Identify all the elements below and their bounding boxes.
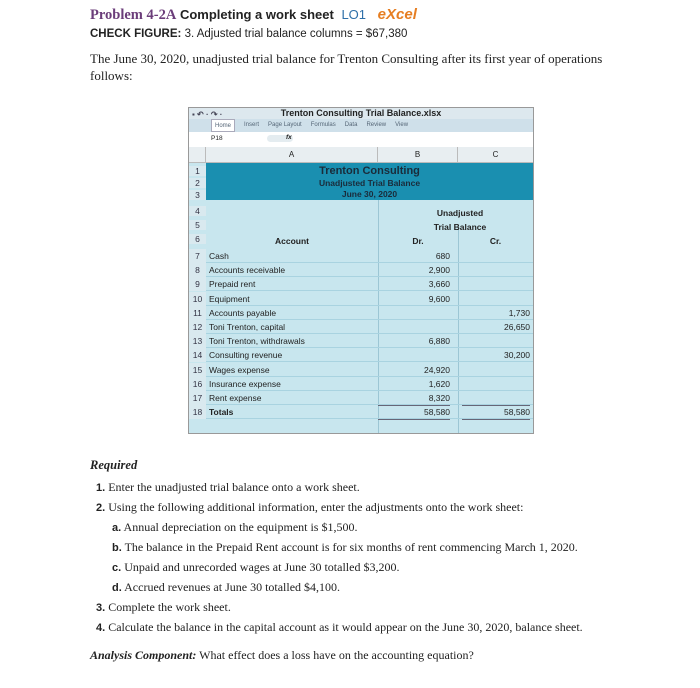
ribbon-tabs bbox=[189, 119, 533, 132]
table-row bbox=[206, 363, 533, 377]
table-row bbox=[206, 320, 533, 334]
account-name: Accounts payable bbox=[209, 307, 277, 318]
check-label: CHECK FIGURE: bbox=[90, 28, 182, 40]
formula-bar bbox=[189, 132, 533, 148]
debit-value: 680 bbox=[435, 251, 450, 261]
table-row bbox=[206, 348, 533, 362]
ribbon-tab: Page Layout bbox=[268, 122, 302, 128]
required-item bbox=[112, 520, 357, 535]
account-name: Totals bbox=[209, 407, 234, 418]
account-header: Account bbox=[275, 236, 309, 246]
item-number: c. bbox=[112, 562, 122, 574]
account-name: Equipment bbox=[209, 293, 250, 304]
quick-access-icon: ▪ ↶ · ↷ · bbox=[192, 110, 223, 119]
row-number: 6 bbox=[189, 234, 206, 244]
debit-value: 1,620 bbox=[428, 378, 450, 389]
item-number: 1. bbox=[96, 482, 106, 494]
filename: Trenton Consulting Trial Balance.xlsx bbox=[280, 108, 442, 118]
item-number: a. bbox=[112, 522, 122, 534]
item-number: 4. bbox=[96, 622, 106, 634]
required-item bbox=[112, 560, 399, 575]
column-heading-unadjusted: Unadjusted bbox=[436, 208, 484, 218]
account-name: Cash bbox=[209, 251, 229, 261]
debit-value: 24,920 bbox=[424, 364, 450, 375]
ribbon-tab: Review bbox=[366, 122, 387, 128]
debit-value: 8,320 bbox=[378, 391, 450, 406]
ribbon-tab: View bbox=[395, 122, 409, 128]
column-heading-trial-balance: Trial Balance bbox=[433, 222, 487, 232]
company-name: Trenton Consulting bbox=[319, 165, 420, 177]
table-row bbox=[206, 405, 533, 419]
learning-objective: LO1 bbox=[341, 7, 367, 22]
required-item bbox=[96, 620, 583, 635]
report-date: June 30, 2020 bbox=[341, 189, 398, 199]
account-name: Consulting revenue bbox=[209, 350, 283, 361]
debit-header: Dr. bbox=[412, 236, 424, 246]
debit-value: 58,580 bbox=[378, 405, 450, 420]
row-number: 12 bbox=[189, 320, 206, 334]
ribbon-tab: Formulas bbox=[310, 122, 336, 128]
item-number: 2. bbox=[96, 502, 106, 514]
problem-title bbox=[90, 6, 417, 24]
cell-reference: P18 bbox=[211, 135, 223, 142]
account-name: Prepaid rent bbox=[209, 279, 256, 290]
excel-logo: eXcel bbox=[377, 6, 417, 23]
check-figure bbox=[90, 28, 407, 40]
item-number: 3. bbox=[96, 602, 106, 614]
row-number: 3 bbox=[189, 190, 206, 200]
account-name: Wages expense bbox=[209, 364, 270, 375]
select-all-corner bbox=[189, 147, 206, 163]
row-number: 5 bbox=[189, 220, 206, 230]
table-row bbox=[206, 263, 533, 277]
credit-header: Cr. bbox=[489, 236, 502, 246]
account-name: Rent expense bbox=[209, 393, 262, 403]
report-heading bbox=[206, 163, 533, 200]
debit-value bbox=[378, 348, 450, 362]
credit-value: 58,580 bbox=[462, 405, 530, 420]
table-row bbox=[206, 334, 533, 348]
column-header-b: B bbox=[378, 147, 458, 163]
item-text: Using the following additional information, enter the adjustments onto the work sheet: bbox=[108, 500, 524, 514]
table-row bbox=[206, 249, 533, 263]
intro-text: The June 30, 2020, unadjusted trial balance for Trenton Consulting after its first year of operations follows: bbox=[90, 51, 603, 83]
item-text: Annual depreciation on the equipment is $1,500. bbox=[123, 520, 358, 534]
required-item bbox=[112, 540, 578, 555]
required-item bbox=[96, 600, 231, 615]
credit-value bbox=[462, 391, 530, 406]
row-number: 7 bbox=[189, 249, 206, 263]
credit-value bbox=[462, 292, 530, 306]
table-row bbox=[206, 277, 533, 291]
debit-value: 3,660 bbox=[428, 279, 450, 290]
credit-value bbox=[462, 277, 530, 291]
row-number: 14 bbox=[189, 348, 206, 362]
account-name: Toni Trenton, capital bbox=[209, 322, 286, 332]
debit-value: 2,900 bbox=[428, 265, 450, 276]
analysis-label: Analysis Component: bbox=[90, 648, 197, 662]
row-number: 4 bbox=[189, 206, 206, 216]
item-text: Complete the work sheet. bbox=[108, 600, 231, 614]
item-text: Unpaid and unrecorded wages at June 30 totalled $3,200. bbox=[124, 560, 400, 574]
credit-value: 30,200 bbox=[504, 350, 530, 361]
credit-value bbox=[462, 249, 530, 263]
problem-name: Completing a work sheet bbox=[179, 7, 334, 22]
row-number: 8 bbox=[189, 263, 206, 277]
account-name: Toni Trenton, withdrawals bbox=[209, 336, 305, 347]
required-item bbox=[96, 480, 360, 495]
table-row bbox=[206, 306, 533, 320]
table-row bbox=[206, 391, 533, 405]
spreadsheet-image bbox=[188, 107, 534, 434]
credit-value bbox=[462, 263, 530, 277]
table-row bbox=[206, 292, 533, 306]
required-item bbox=[96, 500, 523, 515]
title-bar bbox=[189, 108, 533, 119]
debit-value: 9,600 bbox=[428, 293, 450, 304]
row-number: 10 bbox=[189, 292, 206, 306]
credit-value bbox=[462, 334, 530, 348]
column-header-c: C bbox=[458, 147, 533, 163]
debit-value bbox=[378, 306, 450, 320]
row-number: 15 bbox=[189, 363, 206, 377]
credit-value: 26,650 bbox=[504, 322, 530, 332]
table-row bbox=[206, 377, 533, 391]
column-header-a: A bbox=[206, 147, 378, 163]
required-heading: Required bbox=[90, 458, 138, 472]
required-item bbox=[112, 580, 340, 595]
row-number: 2 bbox=[189, 178, 206, 188]
account-name: Accounts receivable bbox=[209, 265, 286, 276]
item-number: b. bbox=[112, 542, 122, 554]
row-number: 11 bbox=[189, 306, 206, 320]
credit-value bbox=[462, 377, 530, 391]
row-number: 13 bbox=[189, 334, 206, 348]
analysis-text: What effect does a loss have on the accounting equation? bbox=[199, 648, 474, 662]
row-number: 16 bbox=[189, 377, 206, 391]
item-text: Enter the unadjusted trial balance onto a work sheet. bbox=[108, 480, 360, 494]
debit-value bbox=[378, 320, 450, 334]
item-text: The balance in the Prepaid Rent account is for six months of rent commencing March 1, 2020. bbox=[124, 540, 578, 554]
row-number: 18 bbox=[189, 405, 206, 419]
check-text: 3. Adjusted trial balance columns = $67,380 bbox=[184, 28, 408, 40]
item-number: d. bbox=[112, 582, 122, 594]
debit-value: 6,880 bbox=[428, 336, 450, 347]
row-number: 9 bbox=[189, 277, 206, 291]
report-name: Unadjusted Trial Balance bbox=[318, 178, 421, 188]
row-number: 17 bbox=[189, 391, 206, 405]
credit-value: 1,730 bbox=[508, 307, 530, 318]
ribbon-tab: Insert bbox=[244, 122, 260, 128]
row-number: 1 bbox=[189, 166, 206, 176]
item-text: Accrued revenues at June 30 totalled $4,100. bbox=[124, 580, 341, 594]
item-text: Calculate the balance in the capital account as it would appear on the June 30, 2020, balance sheet. bbox=[108, 620, 583, 634]
account-name: Insurance expense bbox=[209, 378, 281, 389]
ribbon-tab: Home bbox=[211, 119, 235, 132]
credit-value bbox=[462, 363, 530, 377]
ribbon-tab: Data bbox=[344, 122, 358, 128]
analysis-component bbox=[90, 648, 474, 663]
problem-number: Problem 4-2A bbox=[90, 7, 177, 23]
fx-icon: fx bbox=[286, 134, 292, 141]
